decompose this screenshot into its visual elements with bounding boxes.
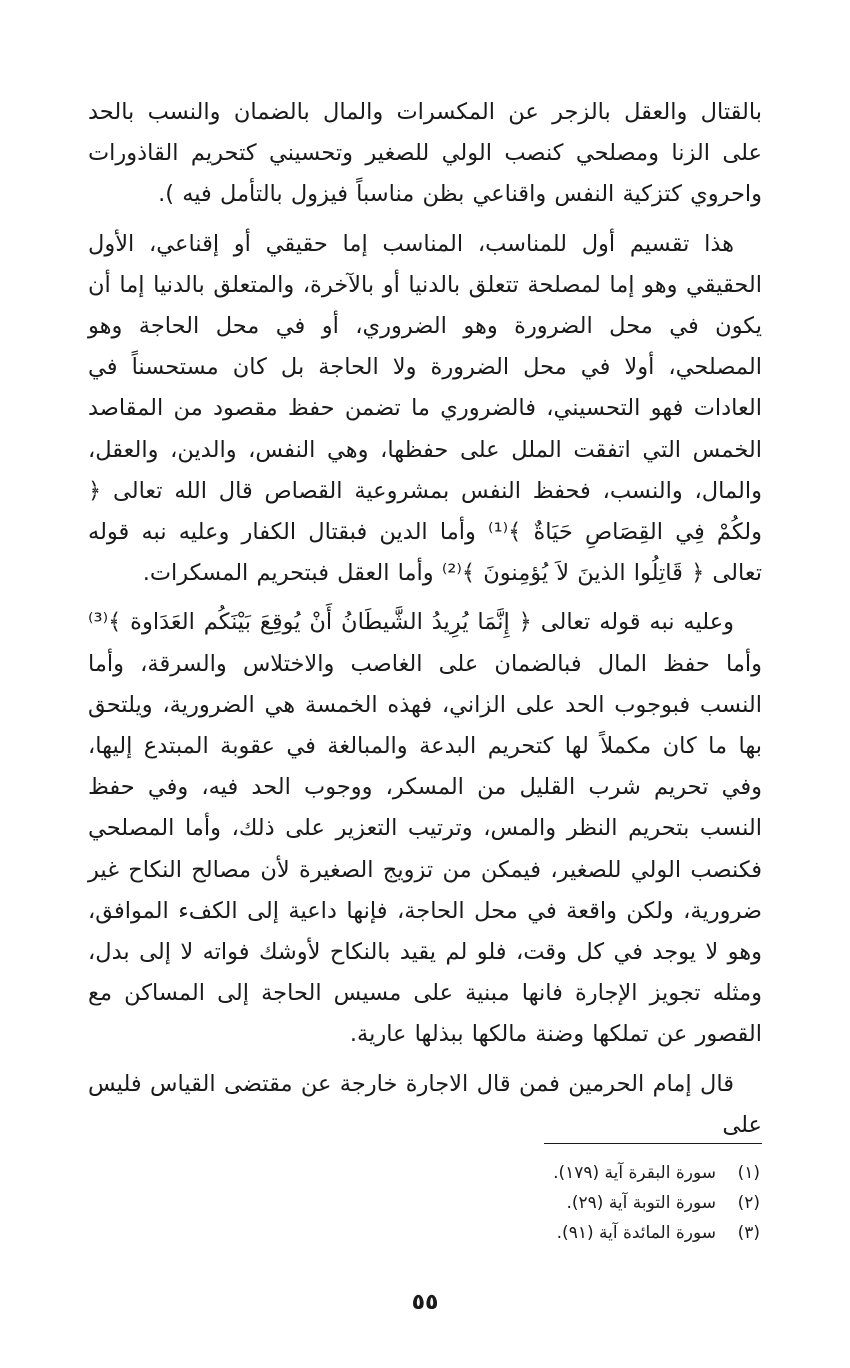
footnote-text: سورة التوبة آية (٢٩). [566,1193,716,1213]
footnote-3 [360,1218,760,1248]
footnote-divider [544,1143,762,1144]
footnote-number: (١) [737,1163,760,1183]
footnote-2 [360,1188,760,1218]
footnote-text: سورة المائدة آية (٩١). [556,1223,716,1243]
paragraph-2: هذا تقسيم أول للمناسب، المناسب إما حقيقي أو إقناعي، الأول الحقيقي وهو إما لمصلحة تتعلق بالدنيا أو بالآخرة، والمتعلق بالدنيا إما أن يكون في محل الضرورة وهو الضروري، أو في محل الحاجة وهو المصلحي، أولا في محل الضرورة ولا الحاجة بل كان مستحسناً في العادات فهو التحسيني، فالضروري ما تضمن حفظ مقصود من المقاصد الخمس التي اتفقت الملل على حفظها، وهي النفس، والدين، والعقل، والمال، والنسب، فحفظ النفس بمشروعية القصاص قال الله تعالى ﴿ ولكُمْ فِي القِصَاصِ حَيَاةٌ ﴾⁽¹⁾ وأما الدين فبقتال الكفار وعليه نبه قوله تعالى ﴿ قَاتِلُوا الذينَ لاَ يُؤمِنونَ ﴾⁽²⁾ وأما العقل فبتحريم المسكرات. [88,230,762,587]
footnote-number: (٣) [737,1223,760,1243]
footnote-1 [360,1158,760,1188]
paragraph-1: بالقتال والعقل بالزجر عن المكسرات والمال بالضمان والنسب بالحد على الزنا ومصلحي كنصب الولي للصغير وتحسيني كتحريم القاذورات واحروي كتزكية النفس واقناعي بظن مناسباً فيزول بالتأمل فيه ). [88,99,762,208]
footnote-number: (٢) [737,1193,760,1213]
body-text [88,92,762,1146]
page-number: ٥٥ [411,1290,439,1315]
footnotes [360,1158,760,1248]
paragraph-4: قال إمام الحرمين فمن قال الاجارة خارجة عن مقتضى القياس فليس على [88,1070,762,1138]
footnote-text: سورة البقرة آية (١٧٩). [553,1163,716,1183]
paragraph-3: وعليه نبه قوله تعالى ﴿ إِنَّمَا يُرِيدُ الشَّيطَانُ أَنْ يُوقِعَ بَيْنَكُم العَدَاوة ﴾⁽³⁾ وأما حفظ المال فبالضمان على الغاصب والاختلاس والسرقة، وأما النسب فبوجوب الحد على الزاني، فهذه الخمسة هي الضرورية، ويلتحق بها ما كان مكملاً لها كتحريم البدعة والمبالغة في عقوبة المبتدع إليها، وفي تحريم شرب القليل من المسكر، ووجوب الحد فيه، وفي حفظ النسب بتحريم النظر والمس، وترتيب التعزير على ذلك، وأما المصلحي فكنصب الولي للصغير، فيمكن من تزويج الصغيرة لأن مصالح النكاح غير ضرورية، ولكن واقعة في محل الحاجة، فإنها داعية إلى الكفء الموافق، وهو لا يوجد في كل وقت، فلو لم يقيد بالنكاح لأوشك فواته لا إلى بدل، ومثله تجويز الإجارة فانها مبنية على مسيس الحاجة إلى المساكن مع القصور عن تملكها وضنة مالكها ببذلها عارية. [88,609,762,1048]
